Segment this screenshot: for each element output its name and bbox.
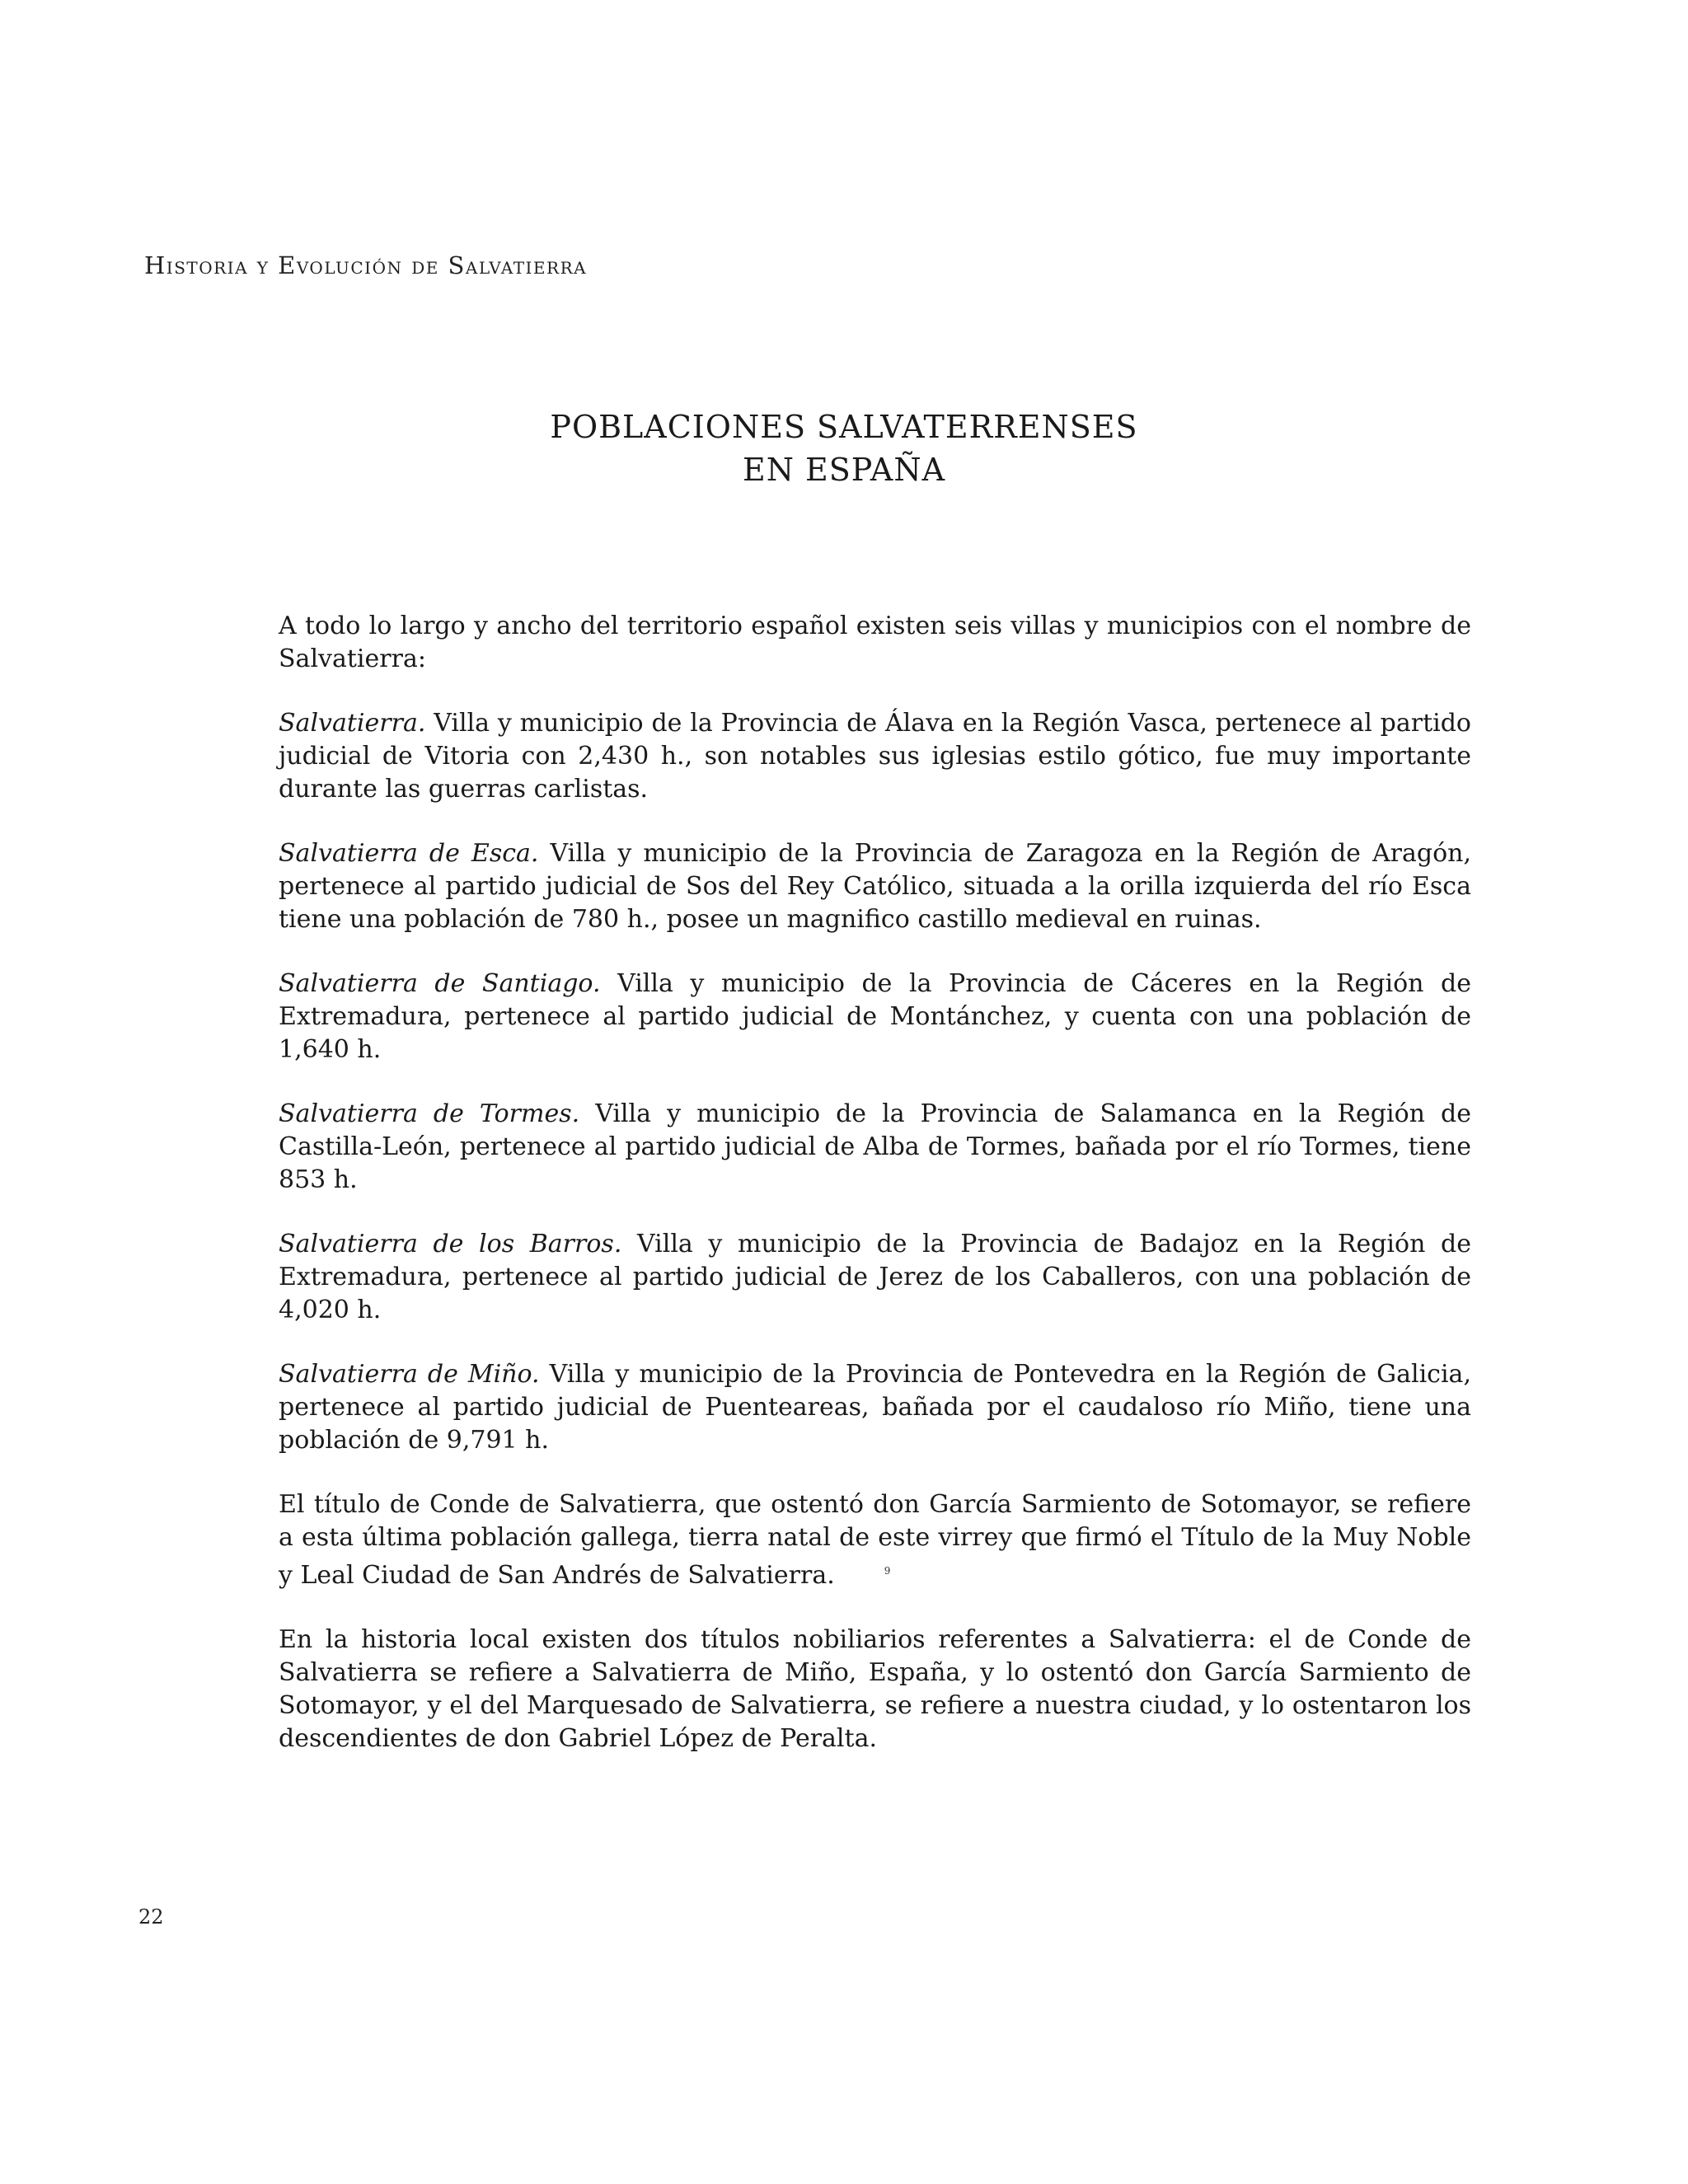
place-description-santiago: Villa y municipio de la Provincia de Cáceres en la Región de Extremadura, pertenece al partido judicial de Montánchez, y cuenta con una población de 1,640 h. <box>279 969 1472 1064</box>
paragraph-conde-text: El título de Conde de Salvatierra, que ostentó don García Sarmiento de Sotomayor, se refiere a esta última población gallega, tierra natal de este virrey que firmó el Título de la Muy Noble y Leal Ciudad de San Andrés de Salvatierra. <box>279 1490 1471 1590</box>
place-description-mino: Villa y municipio de la Provincia de Pontevedra en la Región de Galicia, pertenece al partido judicial de Puenteareas, bañada por el caudaloso río Miño, tiene una población de 9,791 h. <box>279 1360 1471 1455</box>
body-text <box>279 610 1471 1787</box>
paragraph-conde <box>279 1488 1471 1592</box>
place-name-mino: Salvatierra de Miño. <box>279 1360 540 1389</box>
page-number: 22 <box>138 1905 164 1929</box>
paragraph-salvatierra-tormes <box>279 1098 1471 1197</box>
place-description-esca: Villa y municipio de la Provincia de Zaragoza en la Región de Aragón, pertenece al partido judicial de Sos del Rey Católico, situada a la orilla izquierda del río Esca tiene una población de 780 h., posee un magnifico castillo medieval en ruinas. <box>279 839 1471 934</box>
running-header: Historia y Evolución de Salvatierra <box>144 251 588 279</box>
page-title-line-1: POBLACIONES SALVATERRENSES <box>550 409 1138 445</box>
footnote-marker[interactable]: 9 <box>884 1565 891 1577</box>
place-name-tormes: Salvatierra de Tormes. <box>279 1099 580 1128</box>
page-title <box>0 405 1688 491</box>
place-description-alava: Villa y municipio de la Provincia de Álava en la Región Vasca, pertenece al partido judicial de Vitoria con 2,430 h., son notables sus iglesias estilo gótico, fue muy importante durante las guerras carlistas. <box>279 709 1471 804</box>
place-description-tormes: Villa y municipio de la Provincia de Salamanca en la Región de Castilla-León, pertenece al partido judicial de Alba de Tormes, bañada por el río Tormes, tiene 853 h. <box>279 1099 1471 1194</box>
place-name-santiago: Salvatierra de Santiago. <box>279 969 601 998</box>
paragraph-salvatierra-santiago <box>279 968 1471 1066</box>
place-description-barros: Villa y municipio de la Provincia de Badajoz en la Región de Extremadura, pertenece al partido judicial de Jerez de los Caballeros, con una población de 4,020 h. <box>279 1230 1471 1324</box>
paragraph-salvatierra-barros <box>279 1228 1471 1327</box>
paragraph-intro: A todo lo largo y ancho del territorio español existen seis villas y municipios con el nombre de Salvatierra: <box>279 612 1471 673</box>
place-name-alava: Salvatierra. <box>279 709 426 738</box>
page-title-line-2: EN ESPAÑA <box>742 452 946 488</box>
paragraph-salvatierra-esca <box>279 837 1471 936</box>
place-name-barros: Salvatierra de los Barros. <box>279 1230 622 1258</box>
paragraph-historia-local: En la historia local existen dos títulos nobiliarios referentes a Salvatierra: el de Conde de Salvatierra se refiere a Salvatierra de Miño, España, y lo ostentó don García Sarmiento de Sotomayor, y el del Marquesado de Salvatierra, se refiere a nuestra ciudad, y lo ostentaron los descendientes de don Gabriel López de Peralta. <box>279 1625 1471 1753</box>
paragraph-salvatierra-mino <box>279 1358 1471 1457</box>
place-name-esca: Salvatierra de Esca. <box>279 839 539 868</box>
paragraph-salvatierra-alava <box>279 707 1471 806</box>
